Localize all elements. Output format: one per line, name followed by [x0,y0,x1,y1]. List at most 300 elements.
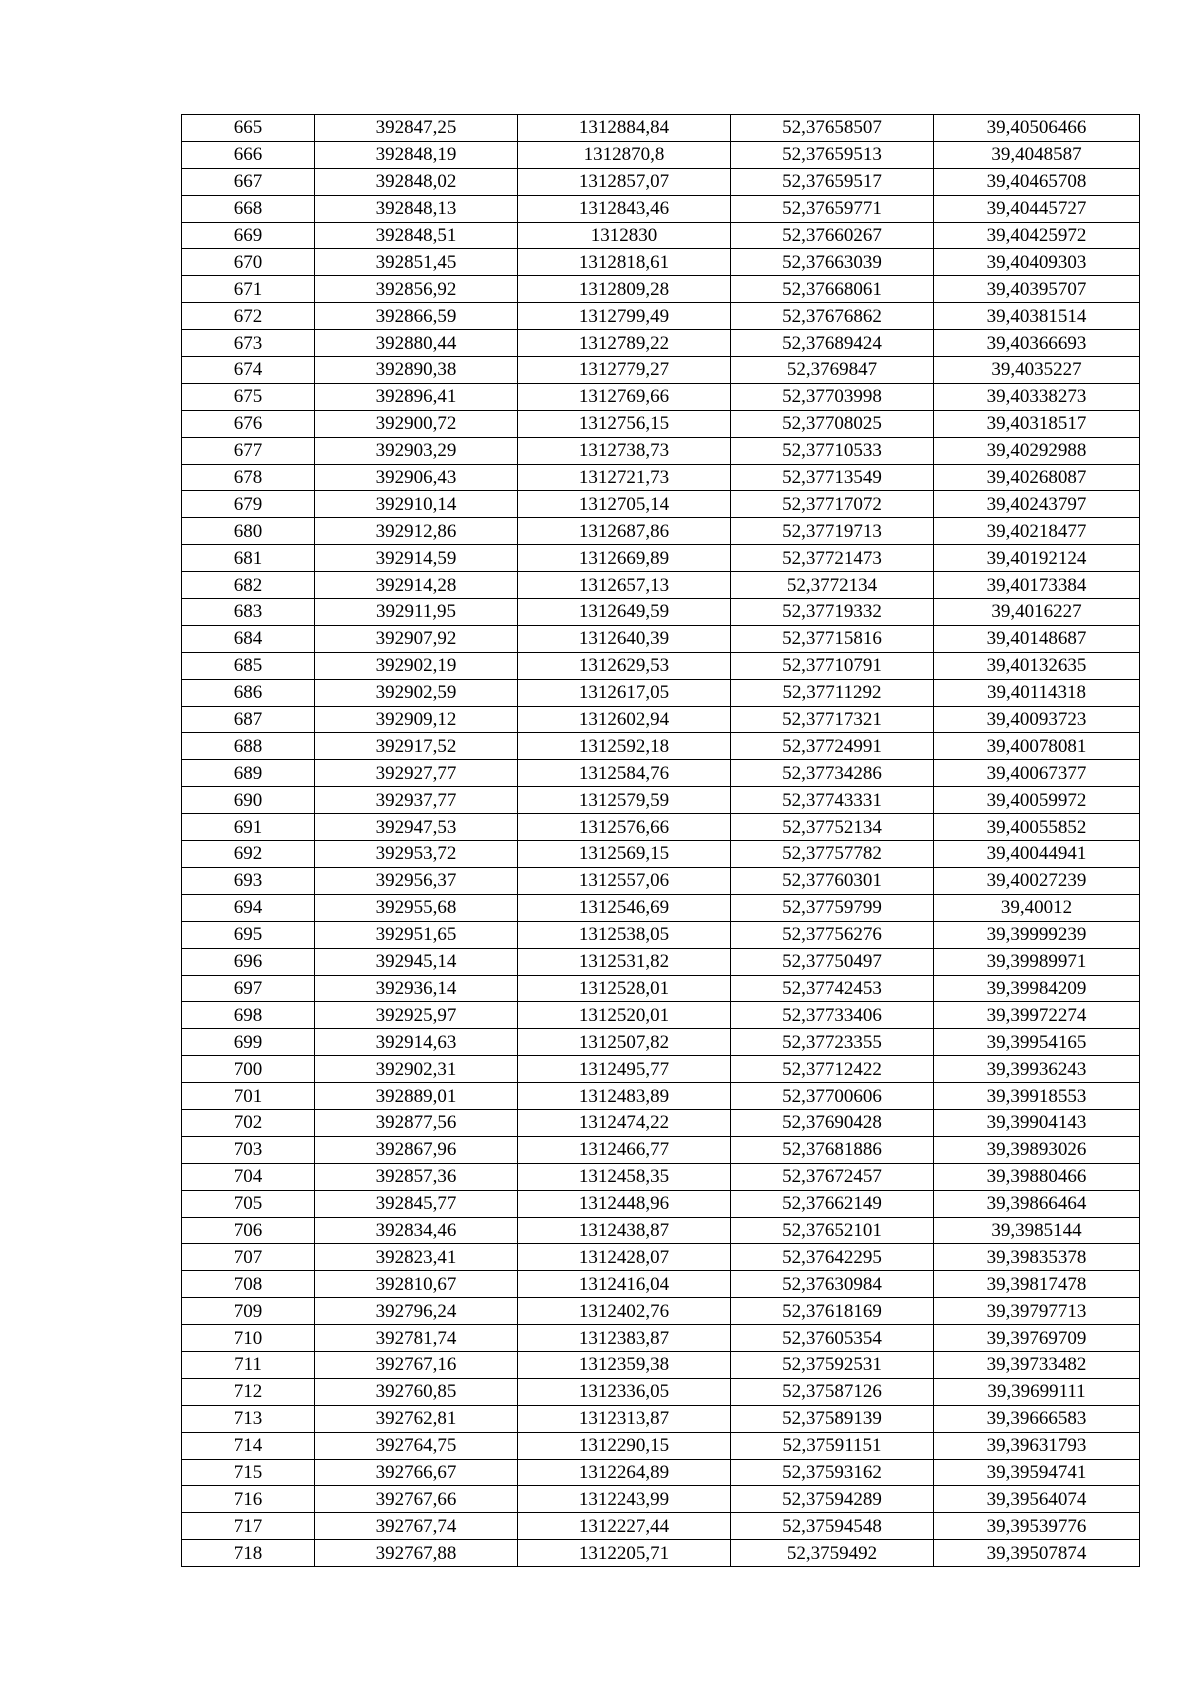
y-coordinate-cell: 1312507,82 [518,1029,731,1056]
point-number-cell: 715 [182,1459,315,1486]
table-row [182,1432,1140,1459]
y-coordinate-cell: 1312738,73 [518,437,731,464]
latitude-cell: 52,37721473 [731,545,934,572]
coordinates-table [181,114,1140,1567]
point-number-cell: 696 [182,948,315,975]
y-coordinate-cell: 1312705,14 [518,491,731,518]
x-coordinate-cell: 392956,37 [315,867,518,894]
x-coordinate-cell: 392937,77 [315,787,518,814]
point-number-cell: 712 [182,1378,315,1405]
latitude-cell: 52,37719332 [731,599,934,626]
longitude-cell: 39,39866464 [934,1190,1140,1217]
longitude-cell: 39,40148687 [934,625,1140,652]
y-coordinate-cell: 1312531,82 [518,948,731,975]
table-row [182,303,1140,330]
longitude-cell: 39,3985144 [934,1217,1140,1244]
latitude-cell: 52,37642295 [731,1244,934,1271]
table-row [182,679,1140,706]
x-coordinate-cell: 392917,52 [315,733,518,760]
x-coordinate-cell: 392848,02 [315,168,518,195]
latitude-cell: 52,37713549 [731,464,934,491]
x-coordinate-cell: 392927,77 [315,760,518,787]
table-row [182,787,1140,814]
longitude-cell: 39,40059972 [934,787,1140,814]
latitude-cell: 52,37660267 [731,222,934,249]
point-number-cell: 682 [182,572,315,599]
x-coordinate-cell: 392880,44 [315,330,518,357]
latitude-cell: 52,3769847 [731,357,934,384]
point-number-cell: 669 [182,222,315,249]
table-row [182,1351,1140,1378]
point-number-cell: 688 [182,733,315,760]
y-coordinate-cell: 1312669,89 [518,545,731,572]
point-number-cell: 704 [182,1163,315,1190]
latitude-cell: 52,37757782 [731,841,934,868]
y-coordinate-cell: 1312569,15 [518,841,731,868]
y-coordinate-cell: 1312438,87 [518,1217,731,1244]
latitude-cell: 52,37760301 [731,867,934,894]
table-row [182,1405,1140,1432]
latitude-cell: 52,37743331 [731,787,934,814]
x-coordinate-cell: 392767,66 [315,1486,518,1513]
longitude-cell: 39,39631793 [934,1432,1140,1459]
y-coordinate-cell: 1312264,89 [518,1459,731,1486]
longitude-cell: 39,39564074 [934,1486,1140,1513]
point-number-cell: 687 [182,706,315,733]
table-row [182,357,1140,384]
table-row [182,975,1140,1002]
latitude-cell: 52,3772134 [731,572,934,599]
point-number-cell: 718 [182,1540,315,1567]
y-coordinate-cell: 1312474,22 [518,1109,731,1136]
y-coordinate-cell: 1312579,59 [518,787,731,814]
y-coordinate-cell: 1312576,66 [518,814,731,841]
latitude-cell: 52,37750497 [731,948,934,975]
point-number-cell: 702 [182,1109,315,1136]
table-row [182,894,1140,921]
longitude-cell: 39,39507874 [934,1540,1140,1567]
y-coordinate-cell: 1312290,15 [518,1432,731,1459]
x-coordinate-cell: 392955,68 [315,894,518,921]
latitude-cell: 52,37659513 [731,141,934,168]
table-row [182,867,1140,894]
y-coordinate-cell: 1312416,04 [518,1271,731,1298]
longitude-cell: 39,39972274 [934,1002,1140,1029]
latitude-cell: 52,37652101 [731,1217,934,1244]
y-coordinate-cell: 1312779,27 [518,357,731,384]
y-coordinate-cell: 1312483,89 [518,1083,731,1110]
point-number-cell: 674 [182,357,315,384]
y-coordinate-cell: 1312657,13 [518,572,731,599]
table-row [182,706,1140,733]
x-coordinate-cell: 392910,14 [315,491,518,518]
y-coordinate-cell: 1312458,35 [518,1163,731,1190]
latitude-cell: 52,37690428 [731,1109,934,1136]
point-number-cell: 695 [182,921,315,948]
longitude-cell: 39,39817478 [934,1271,1140,1298]
latitude-cell: 52,37715816 [731,625,934,652]
table-row [182,1136,1140,1163]
table-row [182,195,1140,222]
longitude-cell: 39,39539776 [934,1513,1140,1540]
latitude-cell: 52,37630984 [731,1271,934,1298]
y-coordinate-cell: 1312227,44 [518,1513,731,1540]
latitude-cell: 52,37756276 [731,921,934,948]
longitude-cell: 39,40114318 [934,679,1140,706]
longitude-cell: 39,39699111 [934,1378,1140,1405]
x-coordinate-cell: 392767,16 [315,1351,518,1378]
y-coordinate-cell: 1312428,07 [518,1244,731,1271]
point-number-cell: 685 [182,652,315,679]
x-coordinate-cell: 392760,85 [315,1378,518,1405]
table-row [182,518,1140,545]
latitude-cell: 52,37700606 [731,1083,934,1110]
table-row [182,1486,1140,1513]
x-coordinate-cell: 392867,96 [315,1136,518,1163]
x-coordinate-cell: 392947,53 [315,814,518,841]
x-coordinate-cell: 392914,28 [315,572,518,599]
x-coordinate-cell: 392767,74 [315,1513,518,1540]
table-row [182,1540,1140,1567]
point-number-cell: 710 [182,1325,315,1352]
table-row [182,1163,1140,1190]
point-number-cell: 693 [182,867,315,894]
point-number-cell: 680 [182,518,315,545]
latitude-cell: 52,37618169 [731,1298,934,1325]
longitude-cell: 39,40318517 [934,410,1140,437]
x-coordinate-cell: 392907,92 [315,625,518,652]
point-number-cell: 706 [182,1217,315,1244]
longitude-cell: 39,40218477 [934,518,1140,545]
longitude-cell: 39,39835378 [934,1244,1140,1271]
latitude-cell: 52,37594289 [731,1486,934,1513]
latitude-cell: 52,37711292 [731,679,934,706]
table-row [182,652,1140,679]
longitude-cell: 39,40132635 [934,652,1140,679]
table-row [182,1513,1140,1540]
table-row [182,141,1140,168]
latitude-cell: 52,37591151 [731,1432,934,1459]
point-number-cell: 705 [182,1190,315,1217]
table-row [182,491,1140,518]
y-coordinate-cell: 1312756,15 [518,410,731,437]
longitude-cell: 39,4035227 [934,357,1140,384]
table-row [182,1217,1140,1244]
point-number-cell: 713 [182,1405,315,1432]
latitude-cell: 52,37658507 [731,115,934,142]
longitude-cell: 39,40381514 [934,303,1140,330]
longitude-cell: 39,39666583 [934,1405,1140,1432]
longitude-cell: 39,4048587 [934,141,1140,168]
latitude-cell: 52,37710791 [731,652,934,679]
point-number-cell: 667 [182,168,315,195]
latitude-cell: 52,37717072 [731,491,934,518]
latitude-cell: 52,37752134 [731,814,934,841]
point-number-cell: 697 [182,975,315,1002]
x-coordinate-cell: 392906,43 [315,464,518,491]
point-number-cell: 701 [182,1083,315,1110]
point-number-cell: 707 [182,1244,315,1271]
table-row [182,410,1140,437]
y-coordinate-cell: 1312495,77 [518,1056,731,1083]
table-row [182,599,1140,626]
table-row [182,330,1140,357]
y-coordinate-cell: 1312359,38 [518,1351,731,1378]
latitude-cell: 52,37724991 [731,733,934,760]
y-coordinate-cell: 1312205,71 [518,1540,731,1567]
table-row [182,222,1140,249]
point-number-cell: 689 [182,760,315,787]
y-coordinate-cell: 1312843,46 [518,195,731,222]
coordinates-table-body [182,115,1140,1567]
x-coordinate-cell: 392889,01 [315,1083,518,1110]
x-coordinate-cell: 392834,46 [315,1217,518,1244]
latitude-cell: 52,37605354 [731,1325,934,1352]
y-coordinate-cell: 1312313,87 [518,1405,731,1432]
table-row [182,437,1140,464]
longitude-cell: 39,39936243 [934,1056,1140,1083]
y-coordinate-cell: 1312584,76 [518,760,731,787]
point-number-cell: 668 [182,195,315,222]
longitude-cell: 39,39797713 [934,1298,1140,1325]
table-row [182,249,1140,276]
table-row [182,1244,1140,1271]
longitude-cell: 39,40067377 [934,760,1140,787]
longitude-cell: 39,40268087 [934,464,1140,491]
point-number-cell: 717 [182,1513,315,1540]
point-number-cell: 709 [182,1298,315,1325]
x-coordinate-cell: 392909,12 [315,706,518,733]
latitude-cell: 52,37589139 [731,1405,934,1432]
y-coordinate-cell: 1312857,07 [518,168,731,195]
x-coordinate-cell: 392848,19 [315,141,518,168]
y-coordinate-cell: 1312617,05 [518,679,731,706]
latitude-cell: 52,37742453 [731,975,934,1002]
point-number-cell: 694 [182,894,315,921]
latitude-cell: 52,37659771 [731,195,934,222]
x-coordinate-cell: 392767,88 [315,1540,518,1567]
point-number-cell: 675 [182,383,315,410]
longitude-cell: 39,40292988 [934,437,1140,464]
x-coordinate-cell: 392847,25 [315,115,518,142]
y-coordinate-cell: 1312640,39 [518,625,731,652]
y-coordinate-cell: 1312830 [518,222,731,249]
point-number-cell: 714 [182,1432,315,1459]
x-coordinate-cell: 392902,31 [315,1056,518,1083]
y-coordinate-cell: 1312789,22 [518,330,731,357]
table-row [182,814,1140,841]
table-row [182,276,1140,303]
latitude-cell: 52,37710533 [731,437,934,464]
table-row [182,625,1140,652]
longitude-cell: 39,39880466 [934,1163,1140,1190]
latitude-cell: 52,37593162 [731,1459,934,1486]
longitude-cell: 39,40012 [934,894,1140,921]
table-row [182,572,1140,599]
y-coordinate-cell: 1312546,69 [518,894,731,921]
longitude-cell: 39,40395707 [934,276,1140,303]
y-coordinate-cell: 1312687,86 [518,518,731,545]
table-row [182,1056,1140,1083]
latitude-cell: 52,37734286 [731,760,934,787]
y-coordinate-cell: 1312769,66 [518,383,731,410]
point-number-cell: 690 [182,787,315,814]
x-coordinate-cell: 392857,36 [315,1163,518,1190]
latitude-cell: 52,37672457 [731,1163,934,1190]
point-number-cell: 703 [182,1136,315,1163]
table-row [182,921,1140,948]
longitude-cell: 39,40027239 [934,867,1140,894]
table-row [182,1109,1140,1136]
latitude-cell: 52,37712422 [731,1056,934,1083]
y-coordinate-cell: 1312799,49 [518,303,731,330]
longitude-cell: 39,40044941 [934,841,1140,868]
y-coordinate-cell: 1312538,05 [518,921,731,948]
y-coordinate-cell: 1312402,76 [518,1298,731,1325]
longitude-cell: 39,39893026 [934,1136,1140,1163]
table-row [182,948,1140,975]
y-coordinate-cell: 1312649,59 [518,599,731,626]
point-number-cell: 699 [182,1029,315,1056]
longitude-cell: 39,39999239 [934,921,1140,948]
point-number-cell: 692 [182,841,315,868]
latitude-cell: 52,37759799 [731,894,934,921]
x-coordinate-cell: 392902,59 [315,679,518,706]
x-coordinate-cell: 392914,63 [315,1029,518,1056]
point-number-cell: 681 [182,545,315,572]
point-number-cell: 698 [182,1002,315,1029]
table-row [182,841,1140,868]
longitude-cell: 39,39594741 [934,1459,1140,1486]
table-row [182,1002,1140,1029]
longitude-cell: 39,39904143 [934,1109,1140,1136]
longitude-cell: 39,4016227 [934,599,1140,626]
x-coordinate-cell: 392764,75 [315,1432,518,1459]
longitude-cell: 39,39733482 [934,1351,1140,1378]
latitude-cell: 52,37703998 [731,383,934,410]
table-row [182,1298,1140,1325]
x-coordinate-cell: 392900,72 [315,410,518,437]
point-number-cell: 673 [182,330,315,357]
y-coordinate-cell: 1312243,99 [518,1486,731,1513]
point-number-cell: 672 [182,303,315,330]
x-coordinate-cell: 392925,97 [315,1002,518,1029]
longitude-cell: 39,40192124 [934,545,1140,572]
latitude-cell: 52,37719713 [731,518,934,545]
y-coordinate-cell: 1312721,73 [518,464,731,491]
point-number-cell: 686 [182,679,315,706]
point-number-cell: 670 [182,249,315,276]
point-number-cell: 684 [182,625,315,652]
table-row [182,1271,1140,1298]
point-number-cell: 666 [182,141,315,168]
x-coordinate-cell: 392845,77 [315,1190,518,1217]
x-coordinate-cell: 392781,74 [315,1325,518,1352]
point-number-cell: 700 [182,1056,315,1083]
point-number-cell: 678 [182,464,315,491]
point-number-cell: 679 [182,491,315,518]
x-coordinate-cell: 392848,51 [315,222,518,249]
longitude-cell: 39,40078081 [934,733,1140,760]
point-number-cell: 691 [182,814,315,841]
latitude-cell: 52,37723355 [731,1029,934,1056]
x-coordinate-cell: 392766,67 [315,1459,518,1486]
x-coordinate-cell: 392851,45 [315,249,518,276]
x-coordinate-cell: 392810,67 [315,1271,518,1298]
x-coordinate-cell: 392902,19 [315,652,518,679]
y-coordinate-cell: 1312629,53 [518,652,731,679]
x-coordinate-cell: 392823,41 [315,1244,518,1271]
table-row [182,1325,1140,1352]
longitude-cell: 39,39989971 [934,948,1140,975]
longitude-cell: 39,40173384 [934,572,1140,599]
x-coordinate-cell: 392866,59 [315,303,518,330]
y-coordinate-cell: 1312557,06 [518,867,731,894]
longitude-cell: 39,40366693 [934,330,1140,357]
y-coordinate-cell: 1312884,84 [518,115,731,142]
y-coordinate-cell: 1312520,01 [518,1002,731,1029]
table-row [182,760,1140,787]
longitude-cell: 39,40409303 [934,249,1140,276]
table-row [182,1029,1140,1056]
longitude-cell: 39,40243797 [934,491,1140,518]
table-row [182,1459,1140,1486]
point-number-cell: 711 [182,1351,315,1378]
table-row [182,733,1140,760]
y-coordinate-cell: 1312809,28 [518,276,731,303]
x-coordinate-cell: 392762,81 [315,1405,518,1432]
x-coordinate-cell: 392896,41 [315,383,518,410]
point-number-cell: 676 [182,410,315,437]
latitude-cell: 52,37681886 [731,1136,934,1163]
x-coordinate-cell: 392936,14 [315,975,518,1002]
point-number-cell: 677 [182,437,315,464]
point-number-cell: 716 [182,1486,315,1513]
x-coordinate-cell: 392856,92 [315,276,518,303]
table-row [182,115,1140,142]
longitude-cell: 39,40425972 [934,222,1140,249]
x-coordinate-cell: 392890,38 [315,357,518,384]
latitude-cell: 52,37662149 [731,1190,934,1217]
longitude-cell: 39,39984209 [934,975,1140,1002]
longitude-cell: 39,40093723 [934,706,1140,733]
longitude-cell: 39,39769709 [934,1325,1140,1352]
x-coordinate-cell: 392911,95 [315,599,518,626]
longitude-cell: 39,40055852 [934,814,1140,841]
x-coordinate-cell: 392903,29 [315,437,518,464]
x-coordinate-cell: 392877,56 [315,1109,518,1136]
y-coordinate-cell: 1312383,87 [518,1325,731,1352]
table-row [182,1190,1140,1217]
longitude-cell: 39,40338273 [934,383,1140,410]
latitude-cell: 52,37689424 [731,330,934,357]
longitude-cell: 39,40465708 [934,168,1140,195]
y-coordinate-cell: 1312602,94 [518,706,731,733]
y-coordinate-cell: 1312336,05 [518,1378,731,1405]
y-coordinate-cell: 1312870,8 [518,141,731,168]
y-coordinate-cell: 1312448,96 [518,1190,731,1217]
latitude-cell: 52,37717321 [731,706,934,733]
table-row [182,545,1140,572]
longitude-cell: 39,40506466 [934,115,1140,142]
longitude-cell: 39,39918553 [934,1083,1140,1110]
x-coordinate-cell: 392914,59 [315,545,518,572]
point-number-cell: 671 [182,276,315,303]
table-row [182,383,1140,410]
latitude-cell: 52,3759492 [731,1540,934,1567]
y-coordinate-cell: 1312592,18 [518,733,731,760]
longitude-cell: 39,40445727 [934,195,1140,222]
